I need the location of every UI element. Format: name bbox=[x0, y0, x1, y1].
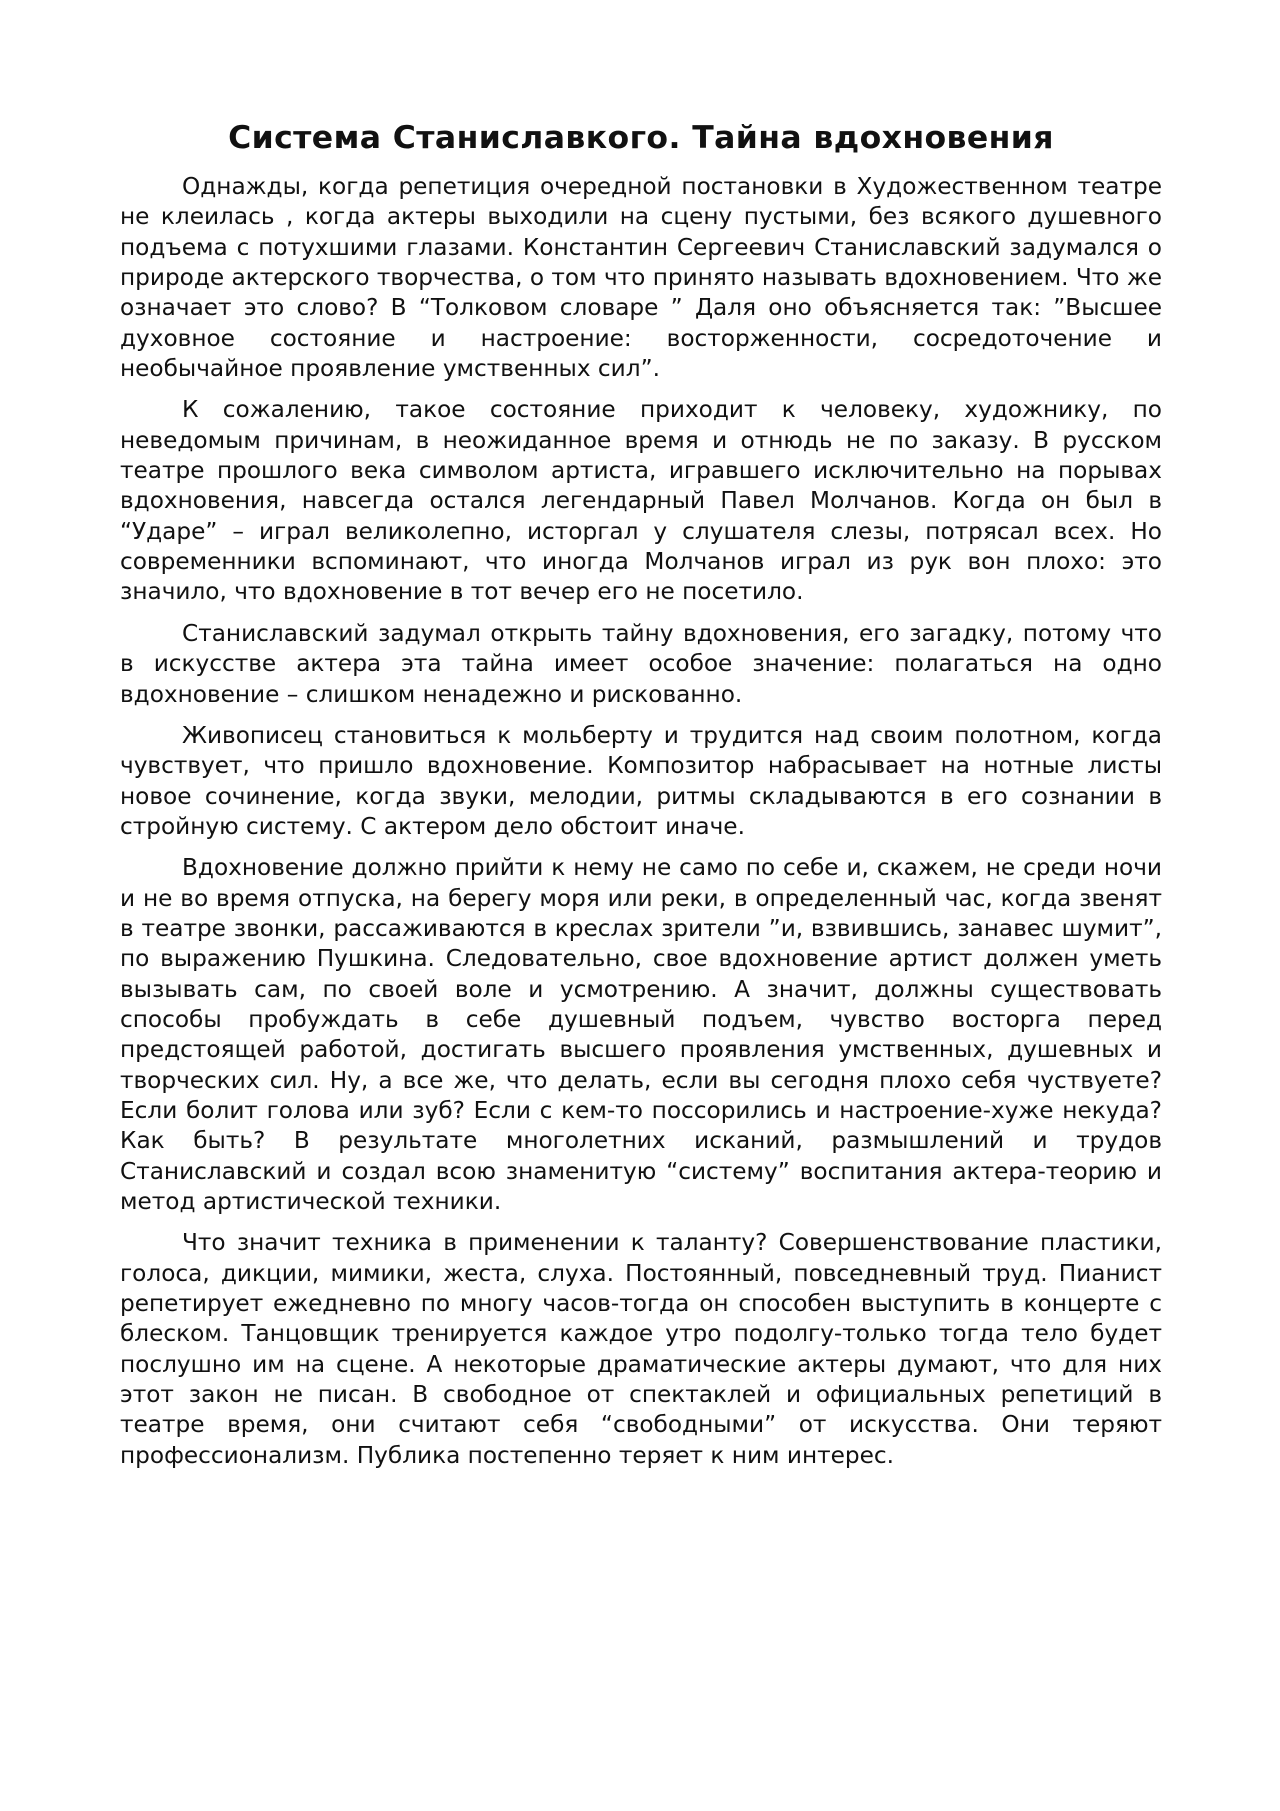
paragraph-2: К сожалению, такое состояние приходит к человеку, художнику, по неведомым причинам, в неожиданное время и отнюдь не по заказу. В русском театре прошлого века символом артиста, игравшего исключительно на порывах вдохновения, навсегда остался легендарный Павел Молчанов. Когда он был в “Ударе” – играл великолепно, исторгал у слушателя слезы, потрясал всех. Но современники вспоминают, что иногда Молчанов играл из рук вон плохо: это значило, что вдохновение в тот вечер его не посетило. bbox=[120, 396, 1162, 606]
paragraph-5: Вдохновение должно прийти к нему не само по себе и, скажем, не среди ночи и не во время отпуска, на берегу моря или реки, в определенный час, когда звенят в театре звонки, рассаживаются в креслах зрители ”и, взвившись, занавес шумит”, по выражению Пушкина. Следовательно, свое вдохновение артист должен уметь вызывать сам, по своей воле и усмотрению. А значит, должны существовать способы пробуждать в себе душевный подъем, чувство восторга перед предстоящей работой, достигать высшего проявления умственных, душевных и творческих сил. Ну, а все же, что делать, если вы сегодня плохо себя чуствуете? Если болит голова или зуб? Если с кем-то поссорились и настроение-хуже некуда? Как быть? В результате многолетних исканий, размышлений и трудов Станиславский и создал всою знаменитую “систему” воспитания актера-теорию и метод артистической техники. bbox=[120, 854, 1162, 1215]
paragraph-1: Однажды, когда репетиция очередной постановки в Художественном театре не клеилась , когда актеры выходили на сцену пустыми, без всякого душевного подъема с потухшими глазами. Константин Сергеевич Станиславский задумался о природе актерского творчества, о том что принято называть вдохновением. Что же означает это слово? В “Толковом словаре ” Даля оно объясняется так: ”Высшее духовное состояние и настроение: восторженности, сосредоточение и необычайное проявление умственных сил”. bbox=[120, 173, 1162, 383]
document-title: Система Станиславкого. Тайна вдохновения bbox=[228, 120, 1054, 156]
document-page bbox=[120, 118, 1162, 1482]
paragraph-3: Станиславский задумал открыть тайну вдохновения, его загадку, потому что в искусстве актера эта тайна имеет особое значение: полагаться на одно вдохновение – слишком ненадежно и рискованно. bbox=[120, 619, 1162, 708]
paragraph-6: Что значит техника в применении к таланту? Совершенствование пластики, голоса, дикции, мимики, жеста, слуха. Постоянный, повседневный труд. Пианист репетирует ежедневно по многу часов-тогда он способен выступить в концерте с блеском. Танцовщик тренируется каждое утро подолгу-только тогда тело будет послушно им на сцене. А некоторые драматические актеры думают, что для них этот закон не писан. В свободное от спектаклей и официальных репетиций в театре время, они считают себя “свободными” от искусства. Они теряют профессионализм. Публика постепенно теряет к ним интерес. bbox=[120, 1229, 1162, 1469]
paragraph-4: Живописец становиться к мольберту и трудится над своим полотном, когда чувствует, что пришло вдохновение. Композитор набрасывает на нотные листы новое сочинение, когда звуки, мелодии, ритмы складываются в его сознании в стройную систему. С актером дело обстоит иначе. bbox=[120, 721, 1162, 840]
